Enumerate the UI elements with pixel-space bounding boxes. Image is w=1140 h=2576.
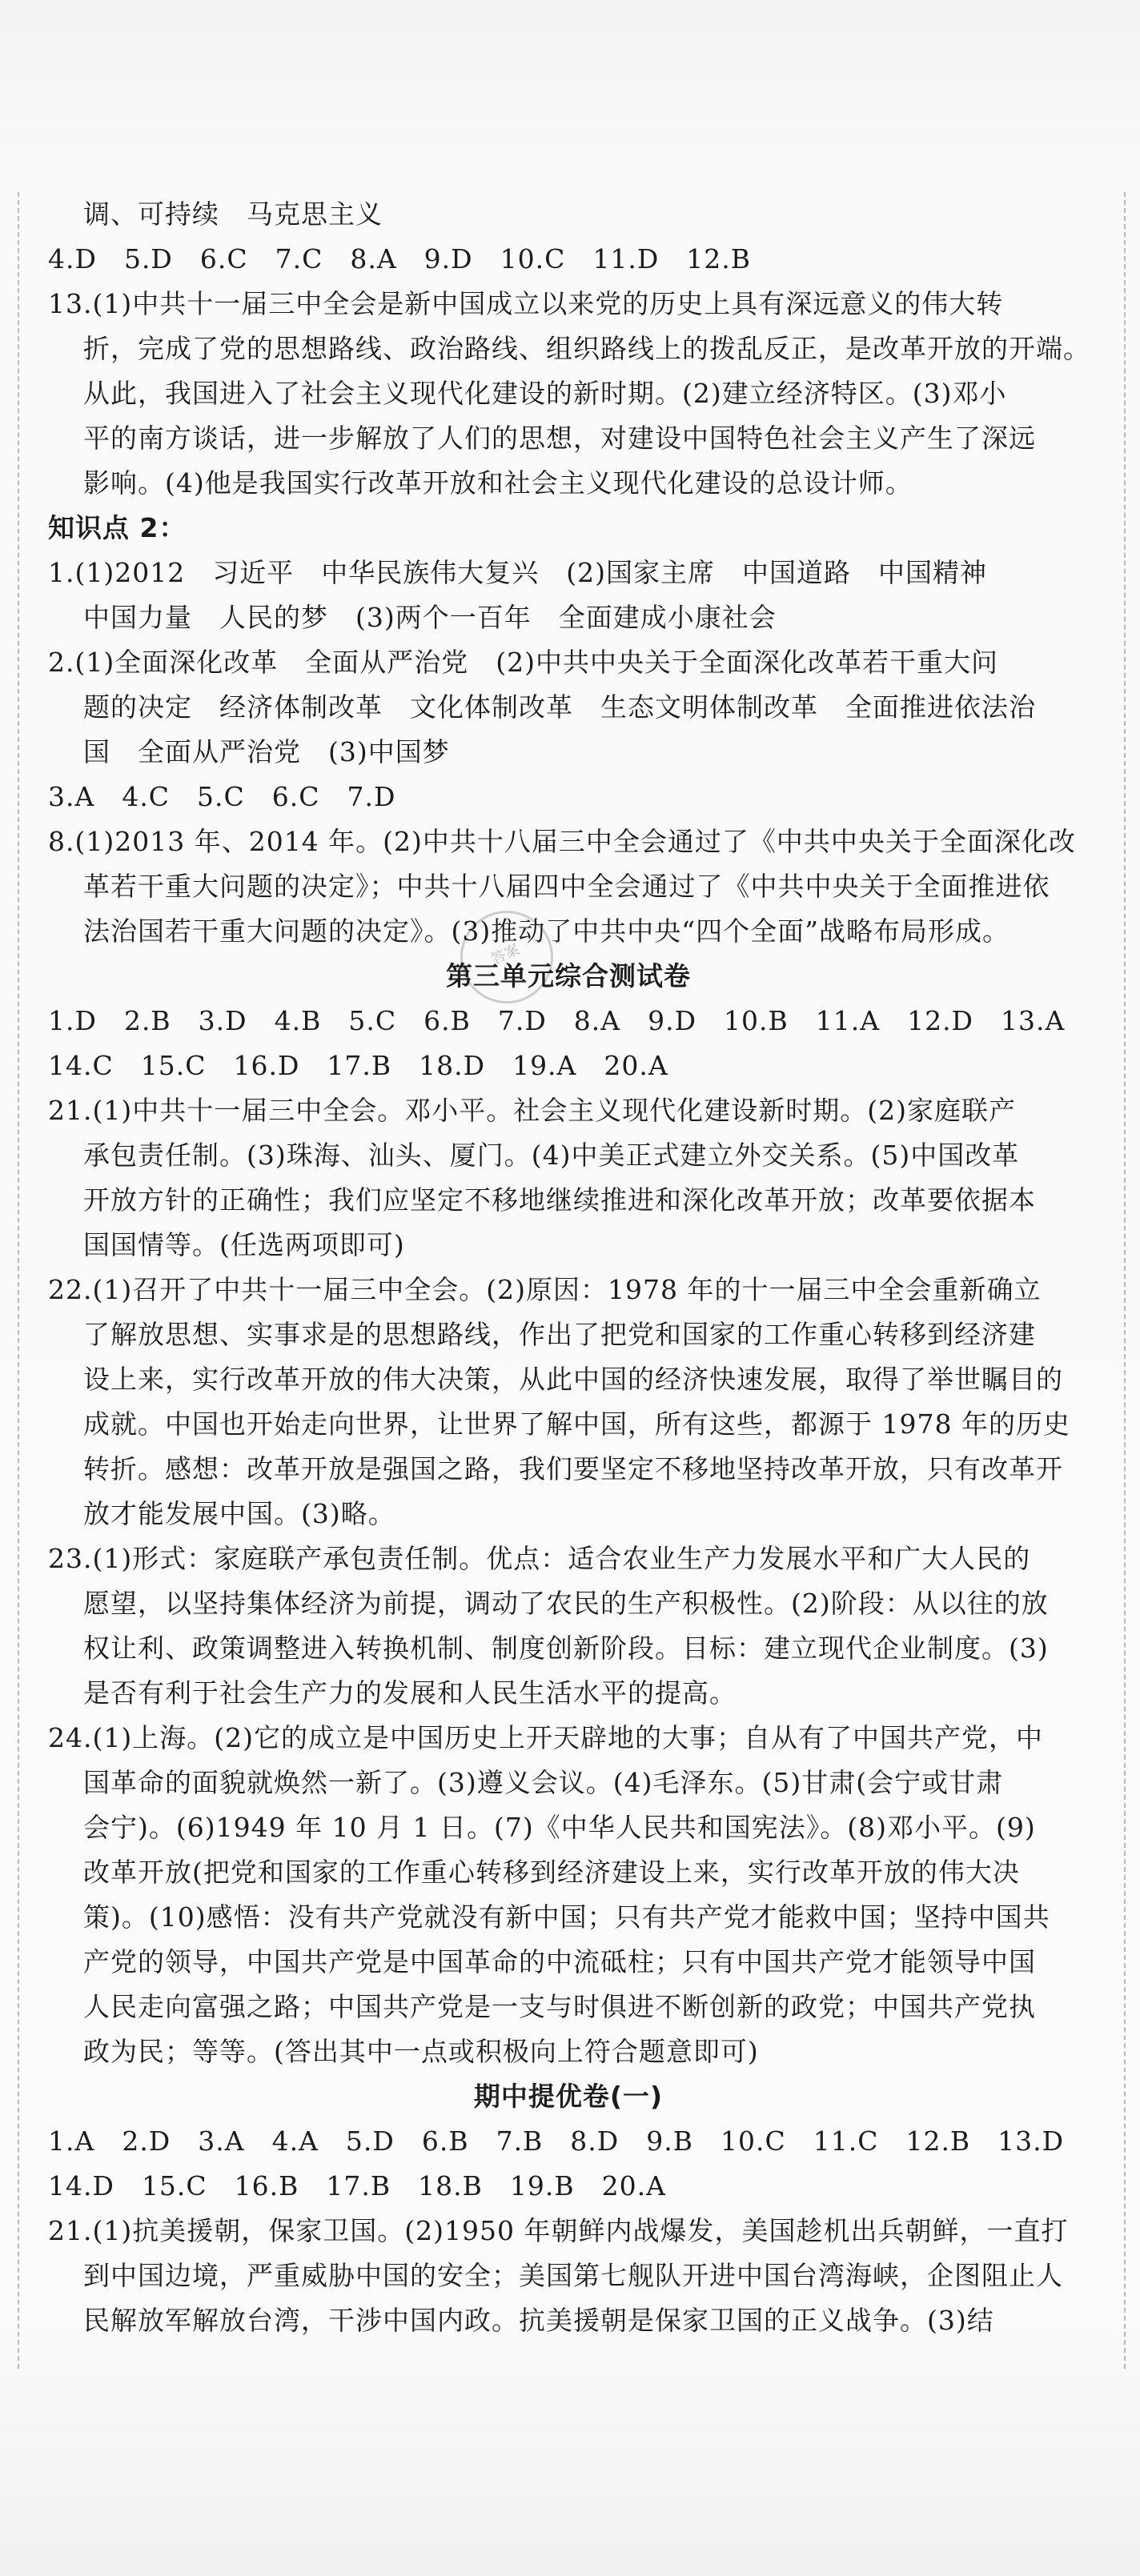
text-line: 政为民；等等。(答出其中一点或积极向上符合题意即可) xyxy=(83,2036,759,2067)
text-line: 调、可持续 马克思主义 xyxy=(83,198,383,230)
text-line: 中国力量 人民的梦 (3)两个一百年 全面建成小康社会 xyxy=(83,602,777,633)
text-line: 题的决定 经济体制改革 文化体制改革 生态文明体制改革 全面推进依法治 xyxy=(83,691,1036,723)
section-heading: 知识点 2： xyxy=(48,512,187,543)
text-line: 8.(1)2013 年、2014 年。(2)中共十八届三中全会通过了《中共中央关于全面深化改 xyxy=(48,826,1076,857)
text-line: 民解放军解放台湾，干涉中国内政。抗美援朝是保家卫国的正义战争。(3)结 xyxy=(83,2305,994,2336)
text-line: 权让利、政策调整进入转换机制、制度创新阶段。目标：建立现代企业制度。(3) xyxy=(83,1633,1049,1664)
text-line: 人民走向富强之路；中国共产党是一支与时俱进不断创新的政党；中国共产党执 xyxy=(83,1991,1036,2022)
text-line: 到中国边境，严重威胁中国的安全；美国第七舰队开进中国台湾海峡，企图阻止人 xyxy=(83,2260,1063,2291)
text-line: 14.C 15.C 16.D 17.B 18.D 19.A 20.A xyxy=(48,1050,668,1081)
text-line: 转折。感想：改革开放是强国之路，我们要坚定不移地坚持改革开放，只有改革开 xyxy=(83,1453,1063,1484)
text-line: 从此，我国进入了社会主义现代化建设的新时期。(2)建立经济特区。(3)邓小 xyxy=(83,378,1007,409)
text-line: 3.A 4.C 5.C 6.C 7.D xyxy=(48,781,396,812)
text-line: 13.(1)中共十一届三中全会是新中国成立以来党的历史上具有深远意义的伟大转 xyxy=(48,288,1004,319)
text-line: 了解放思想、实事求是的思想路线，作出了把党和国家的工作重心转移到经济建 xyxy=(83,1319,1036,1350)
text-line: 是否有利于社会生产力的发展和人民生活水平的提高。 xyxy=(83,1677,737,1709)
text-line: 国 全面从严治党 (3)中国梦 xyxy=(83,736,450,767)
text-line: 21.(1)中共十一届三中全会。邓小平。社会主义现代化建设新时期。(2)家庭联产 xyxy=(48,1095,1016,1126)
text-line: 设上来，实行改革开放的伟大决策，从此中国的经济快速发展，取得了举世瞩目的 xyxy=(83,1364,1063,1395)
text-line: 1.(1)2012 习近平 中华民族伟大复兴 (2)国家主席 中国道路 中国精神 xyxy=(48,557,987,588)
text-line: 4.D 5.D 6.C 7.C 8.A 9.D 10.C 11.D 12.B xyxy=(48,243,752,274)
section-heading: 期中提优卷(一) xyxy=(473,2081,664,2112)
answer-text-body xyxy=(48,192,1089,2343)
text-line: 影响。(4)他是我国实行改革开放和社会主义现代化建设的总设计师。 xyxy=(83,467,913,499)
text-line: 改革开放(把党和国家的工作重心转移到经济建设上来，实行改革开放的伟大决 xyxy=(83,1857,1020,1888)
section-heading: 第三单元综合测试卷 xyxy=(446,960,691,992)
text-line: 2.(1)全面深化改革 全面从严治党 (2)中共中央关于全面深化改革若干重大问 xyxy=(48,647,998,678)
text-line: 愿望，以坚持集体经济为前提，调动了农民的生产积极性。(2)阶段：从以往的放 xyxy=(83,1588,1049,1619)
text-line: 承包责任制。(3)珠海、汕头、厦门。(4)中美正式建立外交关系。(5)中国改革 xyxy=(83,1140,1020,1171)
text-line: 折，完成了党的思想路线、政治路线、组织路线上的拨乱反正，是改革开放的开端。 xyxy=(83,333,1090,364)
text-line: 22.(1)召开了中共十一届三中全会。(2)原因：1978 年的十一届三中全会重新确立 xyxy=(48,1274,1042,1305)
left-dashed-margin xyxy=(18,192,19,2369)
text-line: 放才能发展中国。(3)略。 xyxy=(83,1498,395,1529)
text-line: 23.(1)形式：家庭联产承包责任制。优点：适合农业生产力发展水平和广大人民的 xyxy=(48,1543,1031,1574)
text-line: 成就。中国也开始走向世界，让世界了解中国，所有这些，都源于 1978 年的历史 xyxy=(83,1408,1070,1440)
text-line: 21.(1)抗美援朝，保家卫国。(2)1950 年朝鲜内战爆发，美国趁机出兵朝鲜，一直打 xyxy=(48,2215,1069,2246)
text-line: 国国情等。(任选两项即可) xyxy=(83,1229,405,1260)
right-dashed-margin xyxy=(1124,192,1126,2369)
watermark-stamp: 答案 xyxy=(445,895,568,1019)
text-line: 国革命的面貌就焕然一新了。(3)遵义会议。(4)毛泽东。(5)甘肃(会宁或甘肃 xyxy=(83,1767,1004,1798)
text-line: 14.D 15.C 16.B 17.B 18.B 19.B 20.A xyxy=(48,2170,666,2201)
text-line: 策)。(10)感悟：没有共产党就没有新中国；只有共产党才能救中国；坚持中国共 xyxy=(83,1901,1050,1933)
text-line: 革若干重大问题的决定》；中共十八届四中全会通过了《中共中央关于全面推进依 xyxy=(83,871,1050,902)
text-line: 1.A 2.D 3.A 4.A 5.D 6.B 7.B 8.D 9.B 10.C 11.C 12.B 13.D xyxy=(48,2125,1065,2157)
text-line: 开放方针的正确性；我们应坚定不移地继续推进和深化改革开放；改革要依据本 xyxy=(83,1184,1036,1216)
text-line: 法治国若干重大问题的决定》。(3)推动了中共中央“四个全面”战略布局形成。 xyxy=(83,915,1010,947)
text-line: 平的南方谈话，进一步解放了人们的思想，对建设中国特色社会主义产生了深远 xyxy=(83,423,1036,454)
text-line: 会宁)。(6)1949 年 10 月 1 日。(7)《中华人民共和国宪法》。(8)邓小平。(9) xyxy=(83,1812,1036,1843)
text-line: 产党的领导，中国共产党是中国革命的中流砥柱；只有中国共产党才能领导中国 xyxy=(83,1946,1036,1977)
text-line: 1.D 2.B 3.D 4.B 5.C 6.B 7.D 8.A 9.D 10.B 11.A 12.D 13.A xyxy=(48,1005,1066,1036)
text-line: 24.(1)上海。(2)它的成立是中国历史上开天辟地的大事；自从有了中国共产党，中 xyxy=(48,1722,1043,1753)
